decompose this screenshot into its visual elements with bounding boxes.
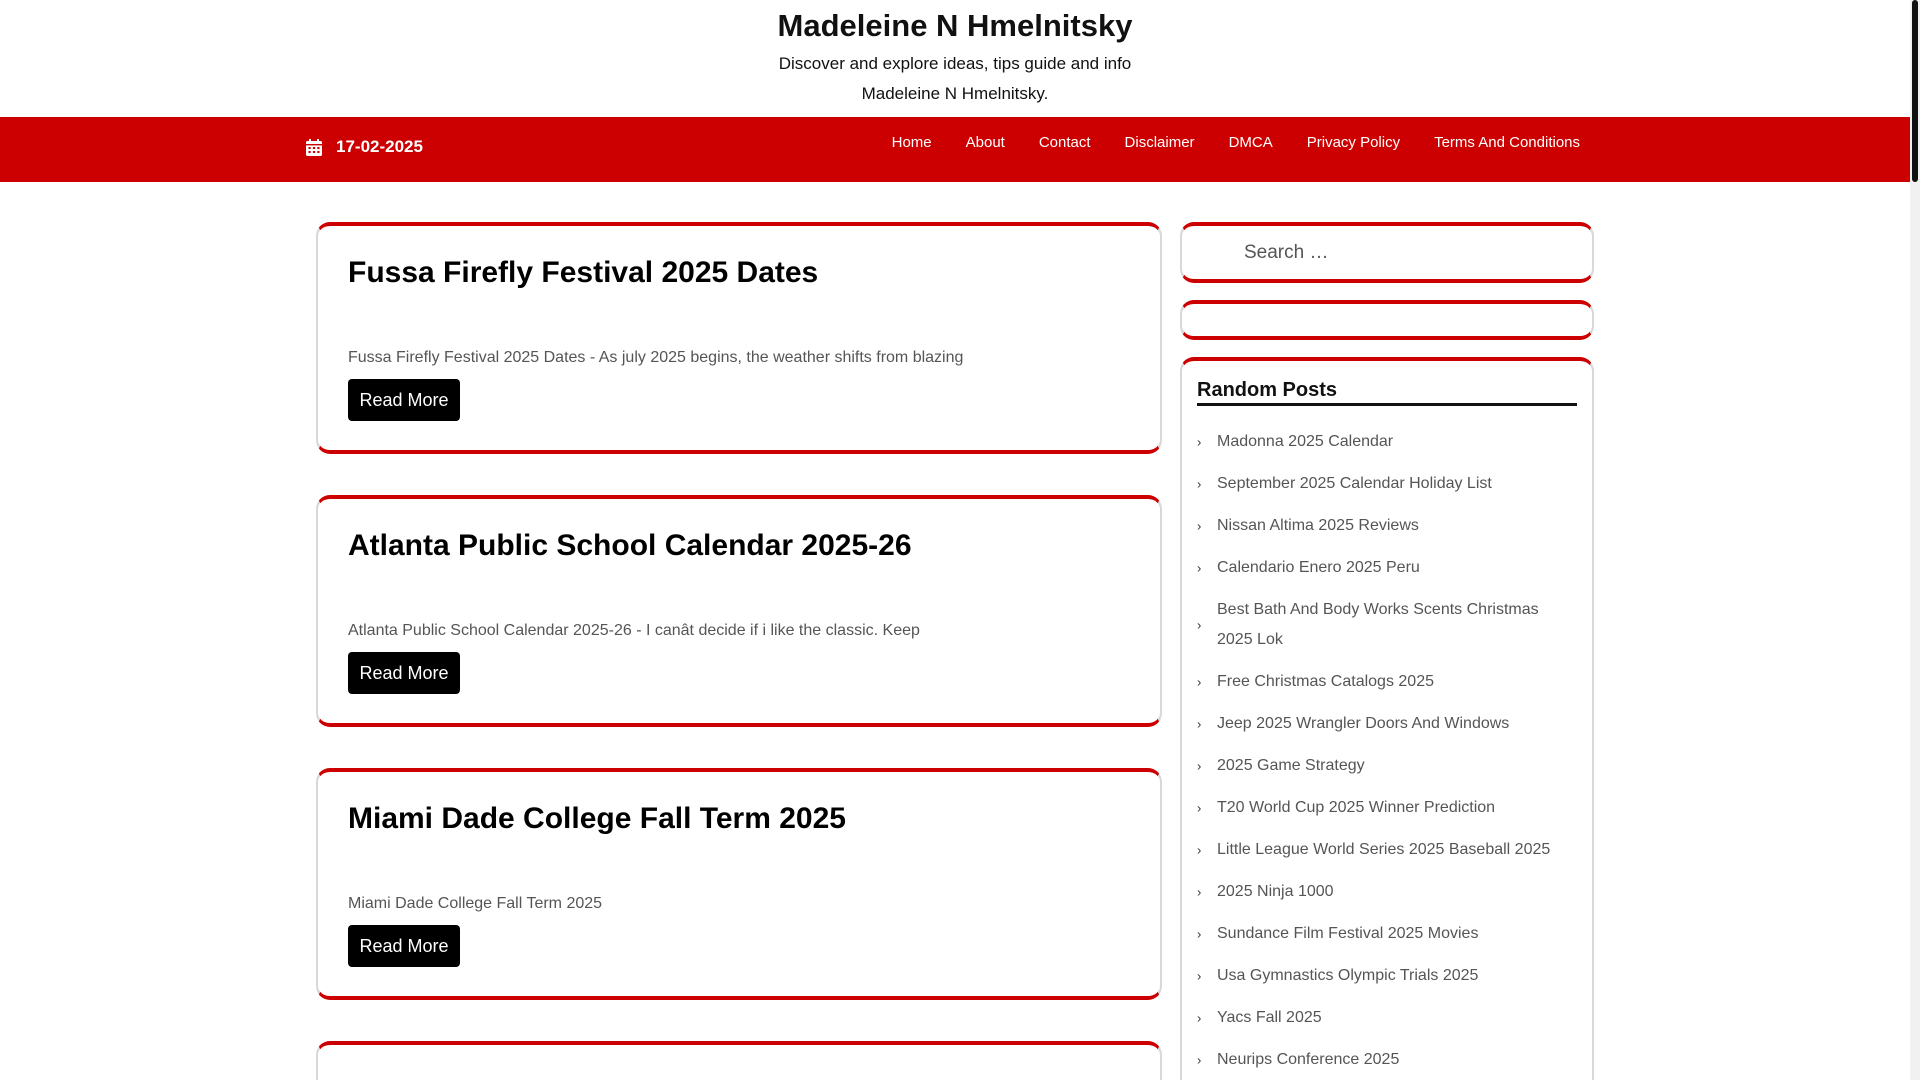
site-header [0,0,1910,117]
chevron-right-icon: › [1197,476,1202,492]
nav-menu [875,117,1586,182]
empty-widget [1180,300,1594,340]
main-navbar [0,117,1910,182]
chevron-right-icon: › [1197,560,1202,576]
post-card [316,222,1162,454]
chevron-right-icon: › [1197,884,1202,900]
calendar-icon [306,139,322,156]
site-description: Discover and explore ideas, tips guide and info Madeleine N Hmelnitsky. [778,54,1132,103]
random-post-item[interactable]: › 2025 Ninja 1000 [1197,883,1334,900]
nav-date [306,137,423,157]
chevron-right-icon: › [1197,842,1202,858]
post-card-partial [316,1041,1162,1080]
read-more-button[interactable]: Read More [348,379,460,421]
nav-item-dmca[interactable]: DMCA [1228,134,1273,151]
post-excerpt: Fussa Firefly Festival 2025 Dates - As july 2025 begins, the weather shifts from blazing [348,349,964,366]
random-post-item[interactable]: › Free Christmas Catalogs 2025 [1197,673,1434,690]
nav-item-contact[interactable]: Contact [1038,134,1091,151]
current-date: 17-02-2025 [336,137,423,156]
read-more-button[interactable]: Read More [348,652,460,694]
nav-item-disclaimer[interactable]: Disclaimer [1124,134,1195,151]
search-widget [1180,222,1594,283]
random-post-item[interactable]: › Neurips Conference 2025 [1197,1051,1400,1068]
random-post-item[interactable]: › Sundance Film Festival 2025 Movies [1197,925,1479,942]
chevron-right-icon: › [1197,1052,1202,1068]
random-post-item[interactable]: › September 2025 Calendar Holiday List [1197,475,1492,492]
chevron-right-icon: › [1197,926,1202,942]
random-post-item[interactable]: › Usa Gymnastics Olympic Trials 2025 [1197,967,1479,984]
post-card [316,768,1162,1000]
read-more-button[interactable]: Read More [348,925,460,967]
chevron-right-icon: › [1197,800,1202,816]
post-card [316,495,1162,727]
widget-title: Random Posts [1197,379,1577,406]
nav-item-terms-and-conditions[interactable]: Terms And Conditions [1434,134,1580,151]
post-title[interactable]: Miami Dade College Fall Term 2025 [348,802,846,835]
random-posts-list [1197,427,1577,1080]
random-post-item[interactable]: › Nissan Altima 2025 Reviews [1197,517,1419,534]
random-post-item[interactable]: › 2025 Game Strategy [1197,757,1365,774]
random-post-item[interactable]: › Jeep 2025 Wrangler Doors And Windows [1197,715,1510,732]
random-post-item[interactable]: › Yacs Fall 2025 [1197,1009,1322,1026]
chevron-right-icon: › [1197,434,1202,450]
random-post-item[interactable]: › Madonna 2025 Calendar [1197,433,1394,450]
site-title[interactable]: Madeleine N Hmelnitsky [777,8,1133,43]
chevron-right-icon: › [1197,968,1202,984]
random-posts-widget [1180,357,1594,1080]
chevron-right-icon: › [1197,1010,1202,1026]
post-title[interactable]: Fussa Firefly Festival 2025 Dates [348,256,819,289]
random-post-item[interactable]: › Best Bath And Body Works Scents Christmas 2025 Lok [1197,601,1539,648]
post-excerpt: Miami Dade College Fall Term 2025 [348,895,603,912]
nav-item-privacy-policy[interactable]: Privacy Policy [1306,134,1401,151]
chevron-right-icon: › [1197,674,1202,690]
post-excerpt: Atlanta Public School Calendar 2025-26 - I canât decide if i like the classic. Keep [348,622,920,639]
chevron-right-icon: › [1197,617,1202,633]
search-input[interactable] [1242,234,1572,272]
random-post-item[interactable]: › Calendario Enero 2025 Peru [1197,559,1420,576]
random-post-item[interactable]: › T20 World Cup 2025 Winner Prediction [1197,799,1496,816]
nav-item-about[interactable]: About [965,134,1005,151]
post-title[interactable]: Atlanta Public School Calendar 2025-26 [348,529,912,562]
nav-item-home[interactable]: Home [891,134,932,151]
random-post-item[interactable]: › Little League World Series 2025 Baseball 2025 [1197,841,1551,858]
chevron-right-icon: › [1197,758,1202,774]
chevron-right-icon: › [1197,716,1202,732]
scrollbar-thumb[interactable] [1912,0,1918,182]
chevron-right-icon: › [1197,518,1202,534]
page-scrollbar[interactable] [1910,0,1920,1080]
